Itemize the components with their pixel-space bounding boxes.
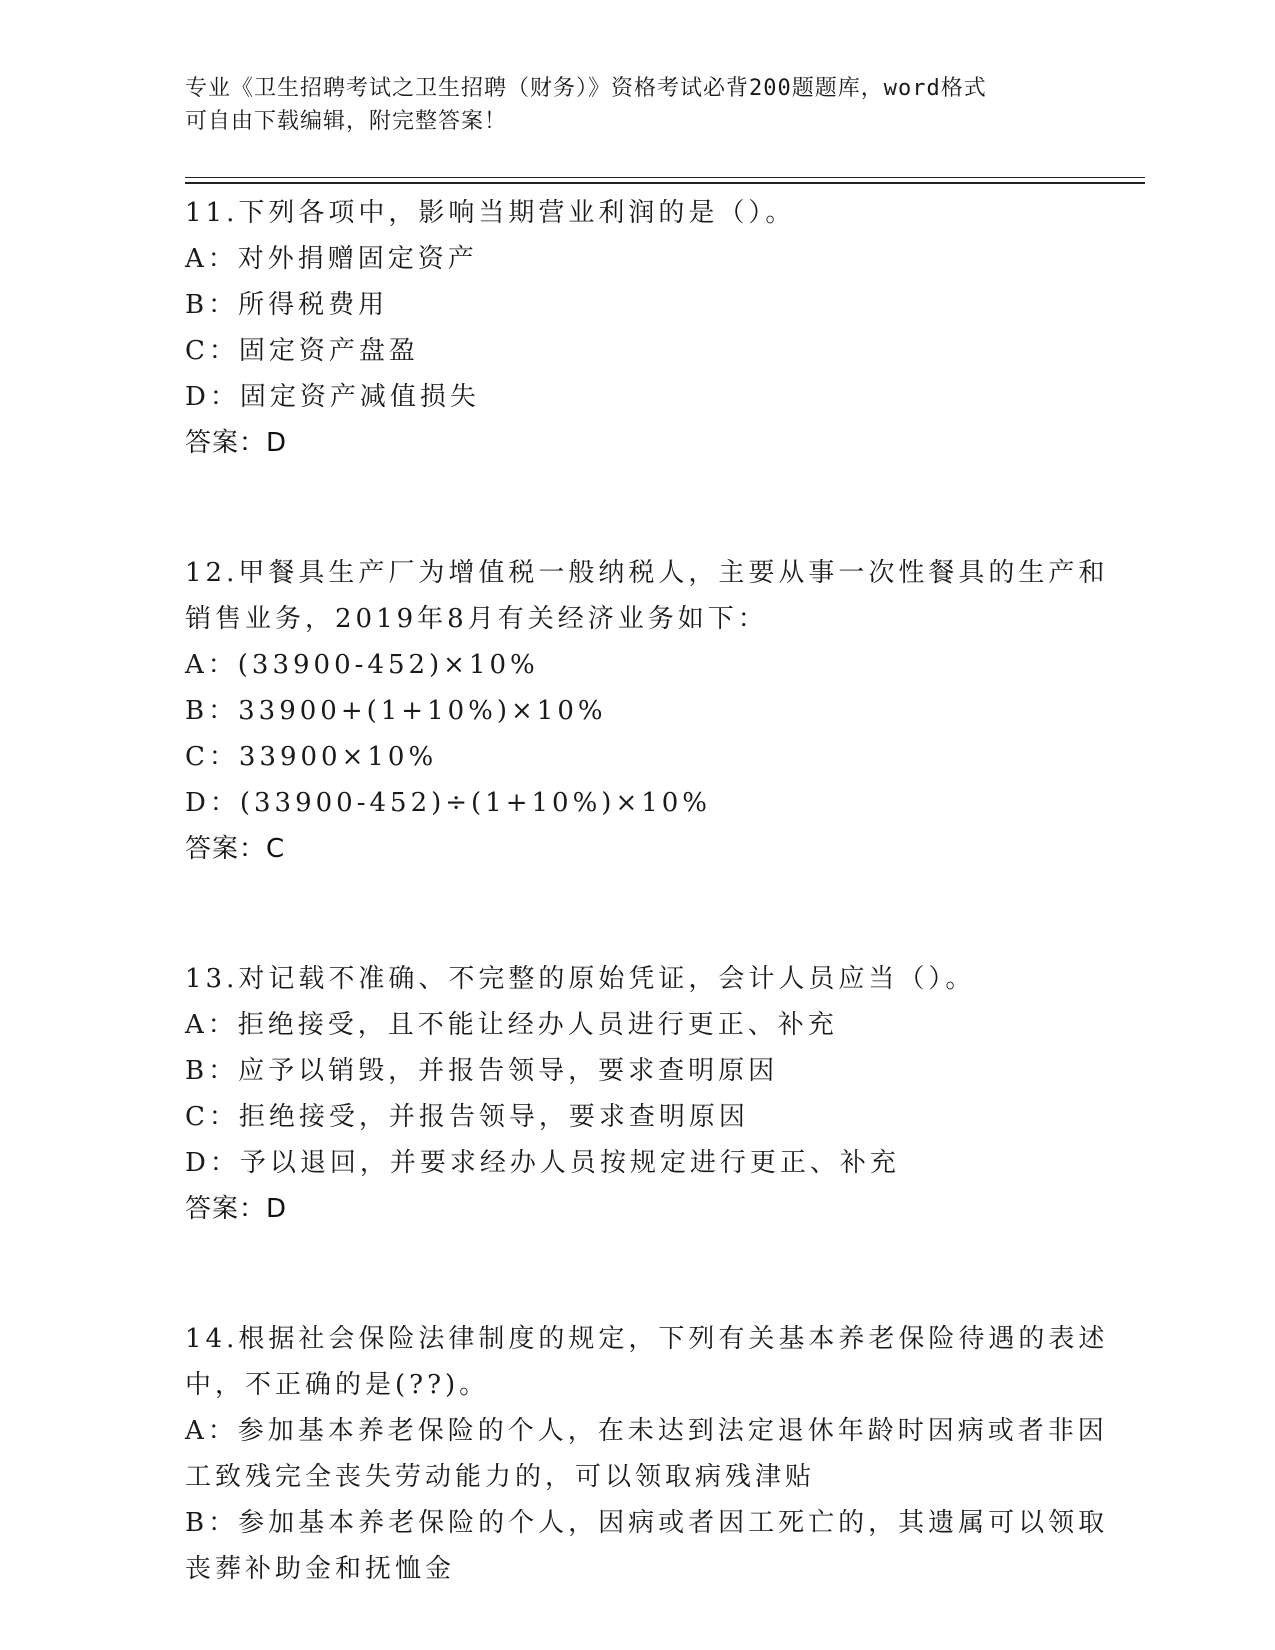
option-a: A：对外捐赠固定资产 xyxy=(185,244,478,274)
option-a: A：拒绝接受，且不能让经办人员进行更正、补充 xyxy=(185,1010,838,1040)
answer-label: 答案：D xyxy=(185,1194,288,1224)
question-13 xyxy=(185,956,1085,1232)
document-header xyxy=(185,72,1085,138)
option-c: C：拒绝接受，并报告领导，要求查明原因 xyxy=(185,1102,749,1132)
option-a-continued: 工致残完全丧失劳动能力的，可以领取病残津贴 xyxy=(185,1462,816,1492)
header-line-1: 专业《卫生招聘考试之卫生招聘（财务）》资格考试必背200题题库，word格式 xyxy=(185,76,987,101)
header-divider-thin xyxy=(185,177,1145,178)
question-12 xyxy=(185,550,1109,872)
option-a: A：参加基本养老保险的个人，在未达到法定退休年龄时因病或者非因 xyxy=(185,1416,1108,1446)
option-c: C：33900×10% xyxy=(185,742,438,772)
header-line-2: 可自由下载编辑，附完整答案！ xyxy=(185,109,508,134)
option-c: C：固定资产盘盈 xyxy=(185,336,419,366)
question-stem: 11.下列各项中，影响当期营业利润的是（）。 xyxy=(185,198,796,228)
option-b: B：参加基本养老保险的个人，因病或者因工死亡的，其遗属可以领取 xyxy=(185,1508,1109,1538)
answer-label: 答案：C xyxy=(185,834,286,864)
question-stem: 12.甲餐具生产厂为增值税一般纳税人，主要从事一次性餐具的生产和 xyxy=(185,558,1109,588)
question-spacer xyxy=(185,1232,1085,1316)
option-b: B：33900+(1+10%)×10% xyxy=(185,696,607,726)
question-stem: 14.根据社会保险法律制度的规定，下列有关基本养老保险待遇的表述 xyxy=(185,1324,1109,1354)
header-divider-thick xyxy=(185,182,1145,184)
question-spacer xyxy=(185,872,1085,956)
option-b: B：应予以销毁，并报告领导，要求查明原因 xyxy=(185,1056,779,1086)
question-stem-continued: 销售业务，2019年8月有关经济业务如下： xyxy=(185,604,768,634)
option-d: D：固定资产减值损失 xyxy=(185,382,480,412)
answer-label: 答案：D xyxy=(185,428,288,458)
question-14 xyxy=(185,1316,1109,1592)
option-a: A：(33900-452)×10% xyxy=(185,650,539,680)
question-stem: 13.对记载不准确、不完整的原始凭证，会计人员应当（）。 xyxy=(185,964,976,994)
option-d: D：(33900-452)÷(1+10%)×10% xyxy=(185,788,712,818)
option-d: D：予以退回，并要求经办人员按规定进行更正、补充 xyxy=(185,1148,900,1178)
question-spacer xyxy=(185,466,1085,550)
option-b-continued: 丧葬补助金和抚恤金 xyxy=(185,1554,456,1584)
option-b: B：所得税费用 xyxy=(185,290,389,320)
question-stem-continued: 中，不正确的是(??)。 xyxy=(185,1370,490,1400)
question-list xyxy=(185,190,1109,1592)
question-11 xyxy=(185,190,1085,466)
